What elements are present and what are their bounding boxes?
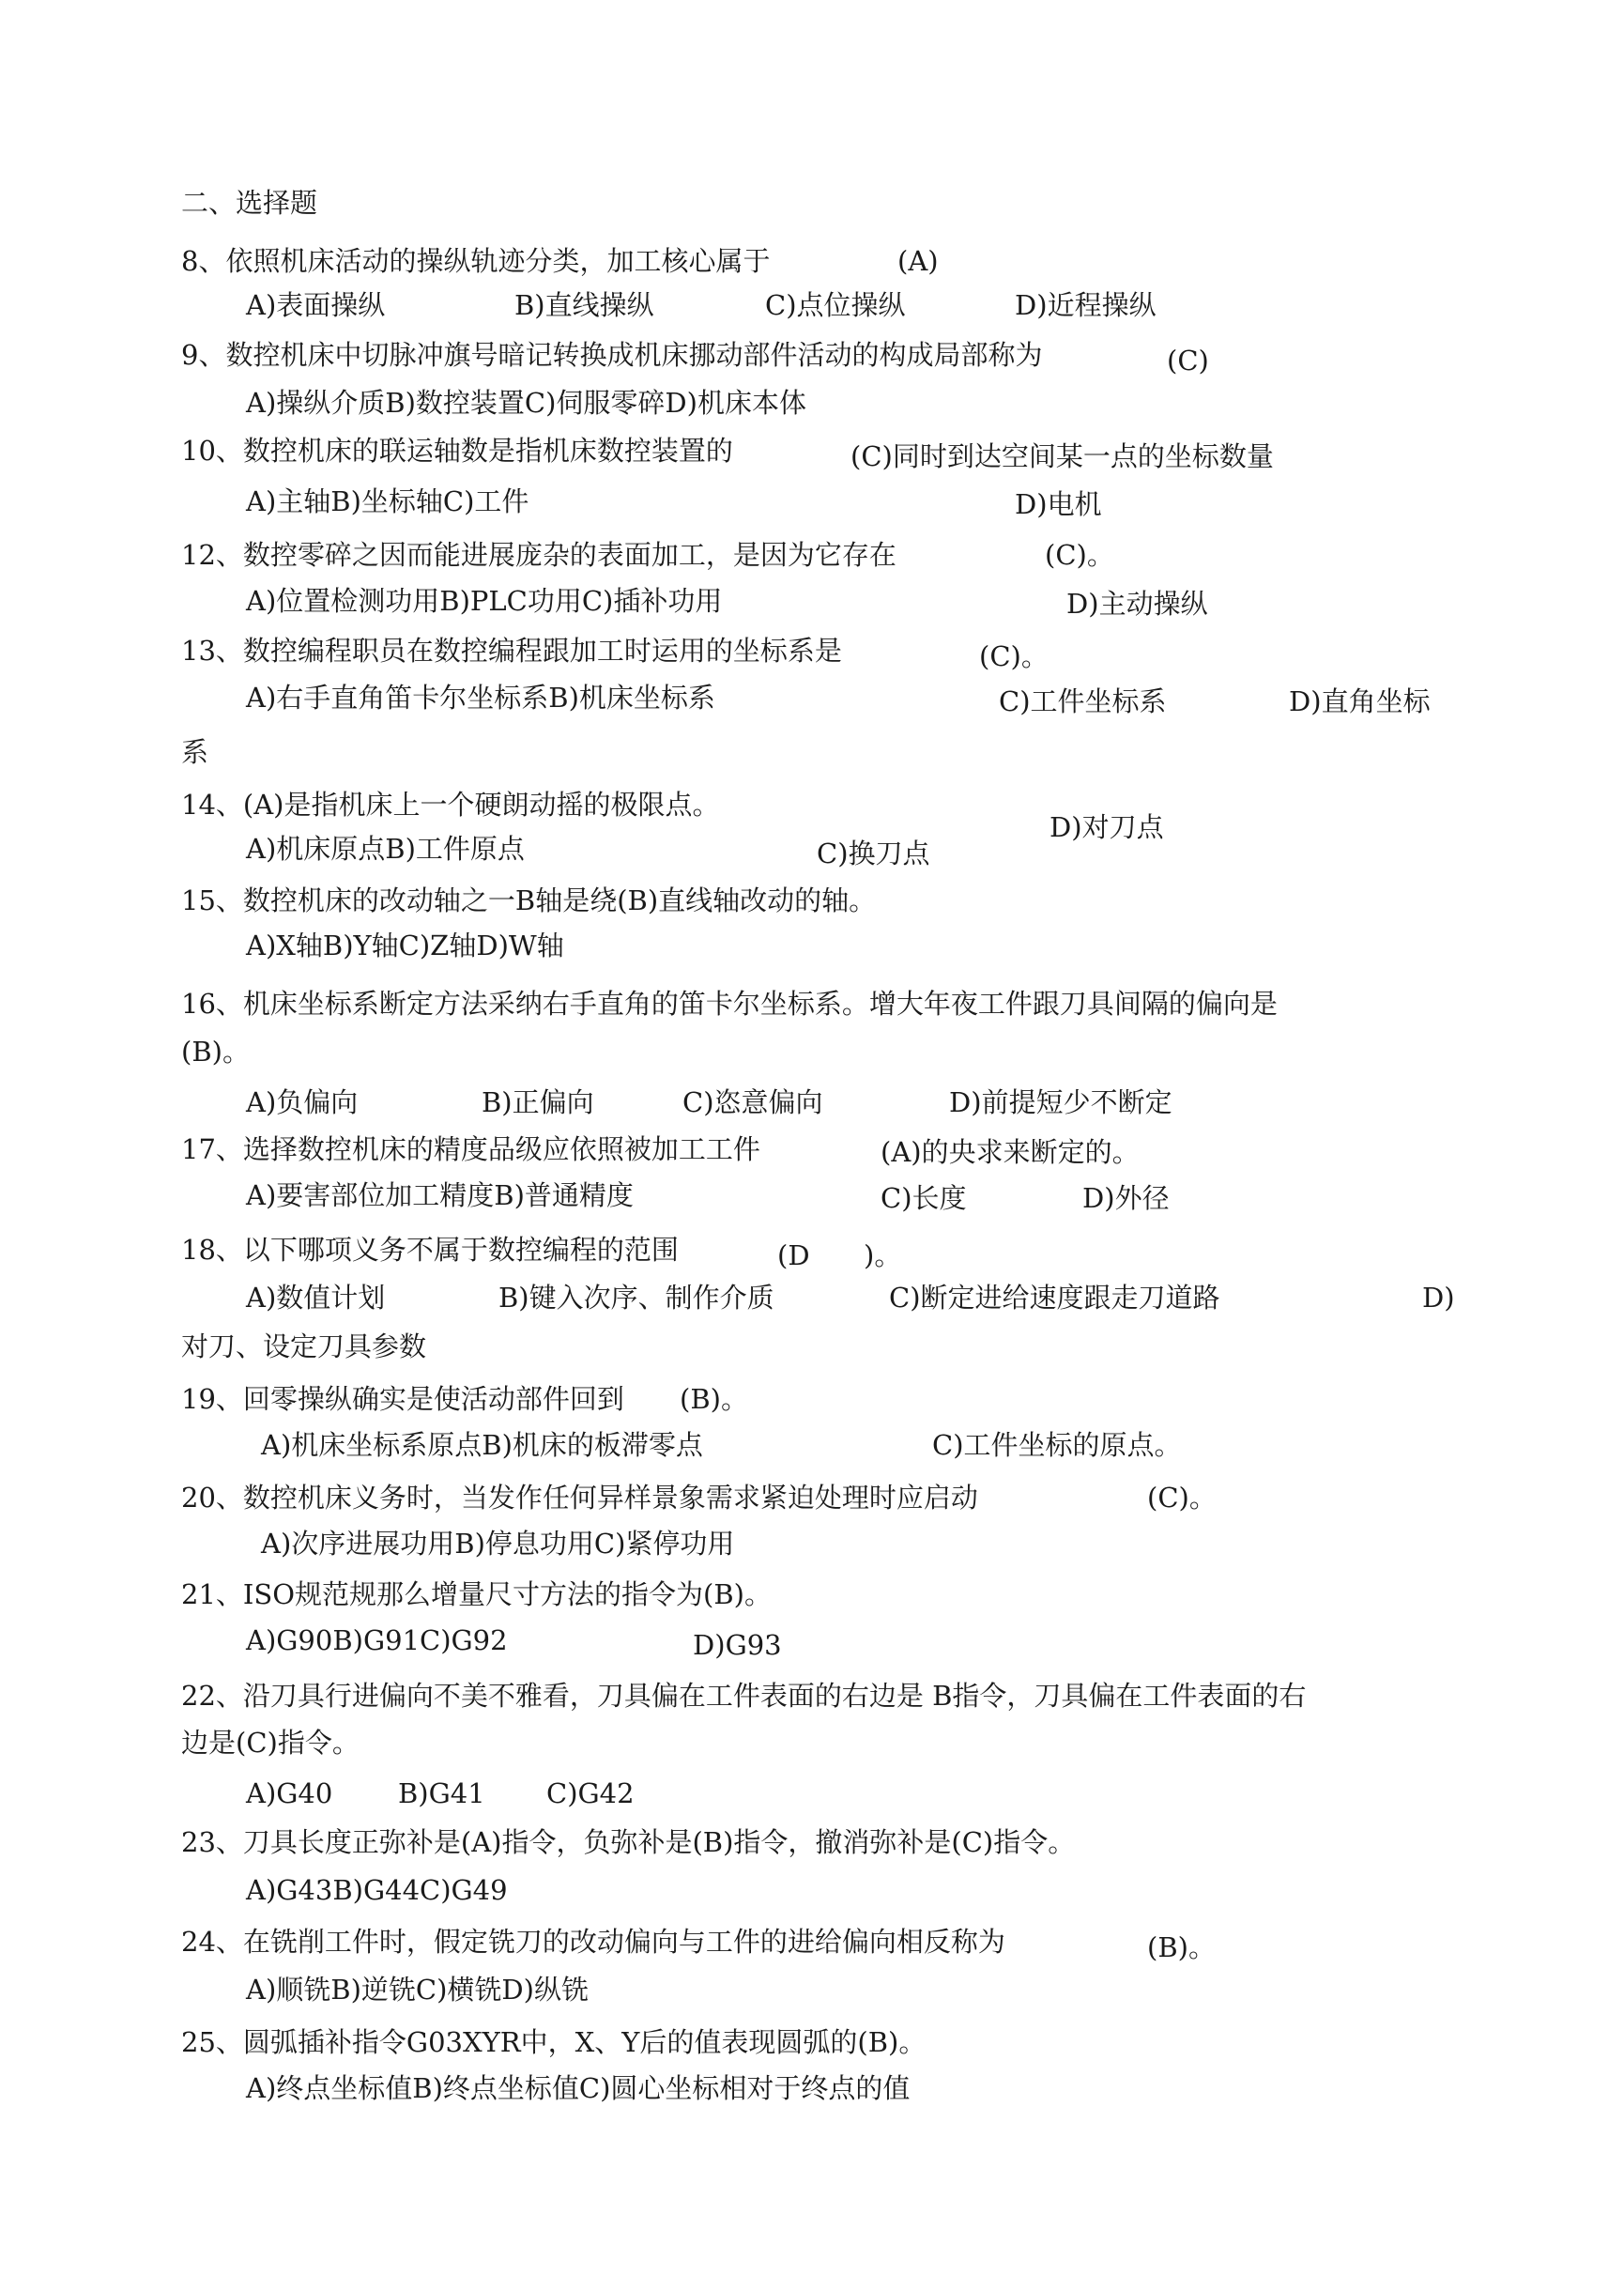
question-22-stem: 22、沿刀具行进偏向不美不雅看，刀具偏在工件表面的右边是 B指令，刀具偏在工件表面的右 [181, 1680, 1307, 1712]
question-12-option-d: D)主动操纵 [1066, 588, 1208, 620]
question-17-answer: (A)的央求来断定的。 [881, 1136, 1140, 1168]
question-18-answer: (D [777, 1239, 810, 1271]
question-24-stem: 24、在铣削工件时，假定铣刀的改动偏向与工件的进给偏向相反称为 [181, 1926, 1005, 1958]
question-10-answer: (C)同时到达空间某一点的坐标数量 [850, 440, 1274, 472]
question-18-option-a: A)数值计划 [246, 1282, 386, 1314]
question-24-options: A)顺铣B)逆铣C)横铣D)纵铣 [246, 1974, 589, 2006]
question-23-options: A)G43B)G44C)G49 [246, 1874, 508, 1906]
question-13-wrap: 系 [181, 736, 209, 768]
question-22-stem-wrap: 边是(C)指令。 [181, 1727, 360, 1759]
question-22-option-c: C)G42 [546, 1777, 635, 1809]
question-18-option-d: D) [1422, 1282, 1455, 1314]
question-22-option-b: B)G41 [398, 1777, 485, 1809]
question-12-stem: 12、数控零碎之因而能进展庞杂的表面加工，是因为它存在 [181, 539, 896, 571]
question-13-options: A)右手直角笛卡尔坐标系B)机床坐标系 [246, 682, 715, 714]
question-13-answer: (C)。 [979, 640, 1049, 672]
question-12-answer: (C)。 [1045, 539, 1114, 571]
question-13-option-c: C)工件坐标系 [999, 685, 1167, 717]
question-13-stem: 13、数控编程职员在数控编程跟加工时运用的坐标系是 [181, 635, 842, 667]
question-21-stem: 21、ISO规范规那么增量尺寸方法的指令为(B)。 [181, 1578, 772, 1610]
question-18-option-b: B)键入次序、制作介质 [498, 1282, 774, 1314]
question-19-answer: (B)。 [680, 1383, 748, 1415]
question-25-stem: 25、圆弧插补指令G03XYR中，X、Y后的值表现圆弧的(B)。 [181, 2026, 927, 2058]
question-17-options: A)要害部位加工精度B)普通精度 [246, 1179, 634, 1211]
question-8-option-a: A)表面操纵 [246, 289, 386, 321]
question-21-option-d: D)G93 [693, 1629, 782, 1661]
question-16-option-a: A)负偏向 [246, 1086, 359, 1118]
question-9-answer: (C) [1167, 345, 1209, 377]
question-17-stem: 17、选择数控机床的精度品级应依照被加工工件 [181, 1133, 760, 1165]
question-9-options: A)操纵介质B)数控装置C)伺服零碎D)机床本体 [246, 387, 806, 419]
question-10-option-d: D)电机 [1015, 488, 1102, 520]
question-17-option-c: C)长度 [881, 1182, 967, 1214]
question-8-option-d: D)近程操纵 [1015, 289, 1157, 321]
question-12-options: A)位置检测功用B)PLC功用C)插补功用 [246, 585, 723, 617]
question-19-stem: 19、回零操纵确实是使活动部件回到 [181, 1383, 624, 1415]
question-16-option-b: B)正偏向 [482, 1086, 594, 1118]
question-10-stem: 10、数控机床的联运轴数是指机床数控装置的 [181, 435, 733, 467]
question-8-option-b: B)直线操纵 [514, 289, 654, 321]
question-8-answer: (A) [897, 245, 939, 277]
question-18-option-c: C)断定进给速度跟走刀道路 [889, 1282, 1220, 1314]
question-23-stem: 23、刀具长度正弥补是(A)指令，负弥补是(B)指令，撤消弥补是(C)指令。 [181, 1826, 1076, 1858]
question-18-stem: 18、以下哪项义务不属于数控编程的范围 [181, 1234, 679, 1266]
question-8-stem: 8、依照机床活动的操纵轨迹分类，加工核心属于 [181, 245, 771, 277]
question-21-options: A)G90B)G91C)G92 [246, 1624, 508, 1656]
question-20-options: A)次序进展功用B)停息功用C)紧停功用 [261, 1528, 735, 1560]
question-8-option-c: C)点位操纵 [765, 289, 906, 321]
section-title: 二、选择题 [181, 187, 318, 219]
question-16-stem-wrap: (B)。 [181, 1036, 250, 1068]
question-20-stem: 20、数控机床义务时，当发作任何异样景象需求紧迫处理时应启动 [181, 1482, 978, 1514]
question-15-stem: 15、数控机床的改动轴之一B轴是绕(B)直线轴改动的轴。 [181, 884, 877, 916]
question-17-option-d: D)外径 [1082, 1182, 1170, 1214]
question-16-option-c: C)恣意偏向 [682, 1086, 823, 1118]
question-14-option-c: C)换刀点 [817, 838, 930, 869]
question-14-option-d: D)对刀点 [1049, 811, 1164, 843]
question-16-stem: 16、机床坐标系断定方法采纳右手直角的笛卡尔坐标系。增大年夜工件跟刀具间隔的偏向是 [181, 988, 1278, 1020]
question-13-option-d: D)直角坐标 [1289, 685, 1431, 717]
question-9-stem: 9、数控机床中切脉冲旗号暗记转换成机床挪动部件活动的构成局部称为 [181, 339, 1043, 371]
question-19-option-c: C)工件坐标的原点。 [932, 1429, 1182, 1461]
question-14-options: A)机床原点B)工件原点 [246, 833, 525, 865]
question-22-option-a: A)G40 [246, 1777, 333, 1809]
question-20-answer: (C)。 [1147, 1482, 1217, 1514]
question-19-options: A)机床坐标系原点B)机床的板滞零点 [261, 1429, 703, 1461]
question-18-answer-close: )。 [864, 1239, 902, 1271]
question-25-options: A)终点坐标值B)终点坐标值C)圆心坐标相对于终点的值 [246, 2072, 911, 2104]
question-16-option-d: D)前提短少不断定 [949, 1086, 1172, 1118]
question-15-options: A)X轴B)Y轴C)Z轴D)W轴 [246, 930, 564, 961]
question-14-stem: 14、(A)是指机床上一个硬朗动摇的极限点。 [181, 789, 720, 821]
question-18-wrap: 对刀、设定刀具参数 [181, 1330, 427, 1362]
question-24-answer: (B)。 [1147, 1931, 1216, 1963]
question-10-options: A)主轴B)坐标轴C)工件 [246, 485, 529, 517]
